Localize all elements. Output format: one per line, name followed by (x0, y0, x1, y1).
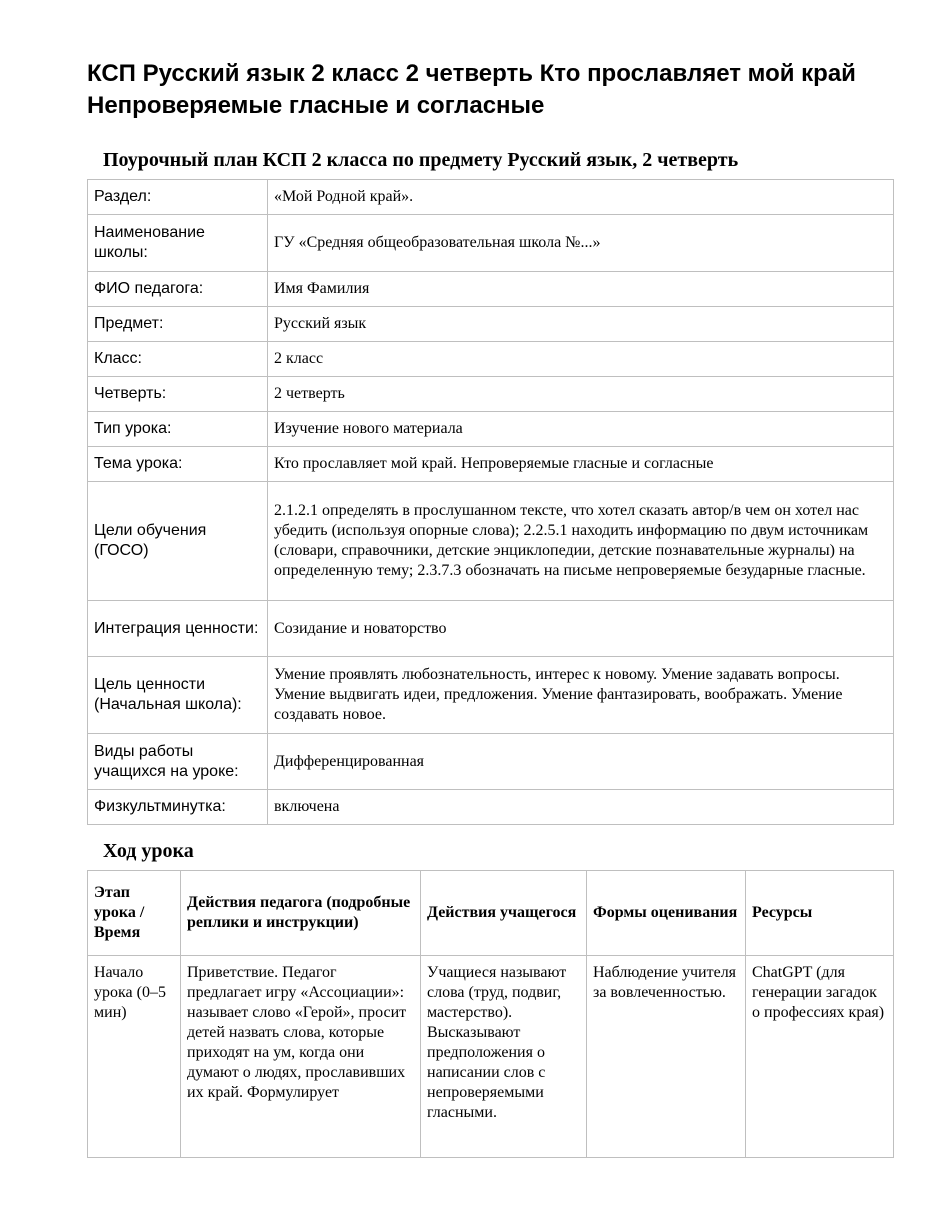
info-value: 2 класс (268, 342, 894, 377)
info-value: включена (268, 790, 894, 825)
document-title: КСП Русский язык 2 класс 2 четверть Кто прославляет мой край Непроверяемые гласные и согласные (87, 60, 856, 119)
table-row (88, 956, 894, 1158)
info-value: ГУ «Средняя общеобразовательная школа №...» (268, 215, 894, 272)
info-value: Русский язык (268, 307, 894, 342)
table-row (88, 412, 894, 447)
table-row (88, 377, 894, 412)
info-label: Тема урока: (88, 447, 268, 482)
info-label: Предмет: (88, 307, 268, 342)
table-row (88, 307, 894, 342)
table-row (88, 790, 894, 825)
info-value: Созидание и новаторство (268, 601, 894, 657)
table-row (88, 482, 894, 601)
student-actions-cell: Учащиеся называют слова (труд, подвиг, мастерство). Высказывают предположения о написании слов с непроверяемыми гласными. (421, 956, 587, 1158)
table-row (88, 734, 894, 790)
assessment-cell: Наблюдение учителя за вовлеченностью. (587, 956, 746, 1158)
info-label: Виды работы учащихся на уроке: (88, 734, 268, 790)
info-label: Раздел: (88, 180, 268, 215)
table-row (88, 272, 894, 307)
info-label: Цели обучения (ГОСО) (88, 482, 268, 601)
table-row (88, 657, 894, 734)
table-row (88, 215, 894, 272)
plan-heading: Поурочный план КСП 2 класса по предмету Русский язык, 2 четверть (103, 149, 739, 171)
table-header-row (88, 871, 894, 956)
lesson-info-table (87, 179, 894, 825)
lesson-flow-table (87, 870, 894, 1158)
table-row (88, 601, 894, 657)
info-label: Тип урока: (88, 412, 268, 447)
column-header-student-actions: Действия учащегося (421, 871, 587, 956)
info-label: Четверть: (88, 377, 268, 412)
column-header-assessment: Формы оценивания (587, 871, 746, 956)
table-row (88, 180, 894, 215)
info-value: Дифференцированная (268, 734, 894, 790)
info-value: «Мой Родной край». (268, 180, 894, 215)
table-row (88, 342, 894, 377)
info-label: Интеграция ценности: (88, 601, 268, 657)
info-value: Умение проявлять любознательность, интерес к новому. Умение задавать вопросы. Умение выдвигать идеи, предложения. Умение фантазировать, воображать. Умение создавать новое. (268, 657, 894, 734)
info-value: Кто прославляет мой край. Непроверяемые гласные и согласные (268, 447, 894, 482)
info-label: ФИО педагога: (88, 272, 268, 307)
column-header-teacher-actions: Действия педагога (подробные реплики и инструкции) (181, 871, 421, 956)
info-value: 2.1.2.1 определять в прослушанном тексте, что хотел сказать автор/в чем он хотел нас убедить (используя опорные слова); 2.2.5.1 находить информацию по двум источникам (словари, справочники, детские энциклопедии, детские познавательные журналы) на определенную тему; 2.3.7.3 обозначать на письме непроверяемые безударные гласные. (268, 482, 894, 601)
info-label: Физкультминутка: (88, 790, 268, 825)
column-header-resources: Ресурсы (746, 871, 894, 956)
info-label: Наименование школы: (88, 215, 268, 272)
stage-cell: Начало урока (0–5 мин) (88, 956, 181, 1158)
info-value: 2 четверть (268, 377, 894, 412)
info-value: Имя Фамилия (268, 272, 894, 307)
table-row (88, 447, 894, 482)
teacher-actions-cell: Приветствие. Педагог предлагает игру «Ассоциации»: называет слово «Герой», просит детей назвать слова, которые приходят на ум, когда они думают о людях, прославивших их край. Формулирует (181, 956, 421, 1158)
column-header-stage: Этап урока / Время (88, 871, 181, 956)
resources-cell: ChatGPT (для генерации загадок о профессиях края) (746, 956, 894, 1158)
info-label: Цель ценности (Начальная школа): (88, 657, 268, 734)
lesson-flow-heading: Ход урока (103, 840, 194, 862)
info-value: Изучение нового материала (268, 412, 894, 447)
info-label: Класс: (88, 342, 268, 377)
